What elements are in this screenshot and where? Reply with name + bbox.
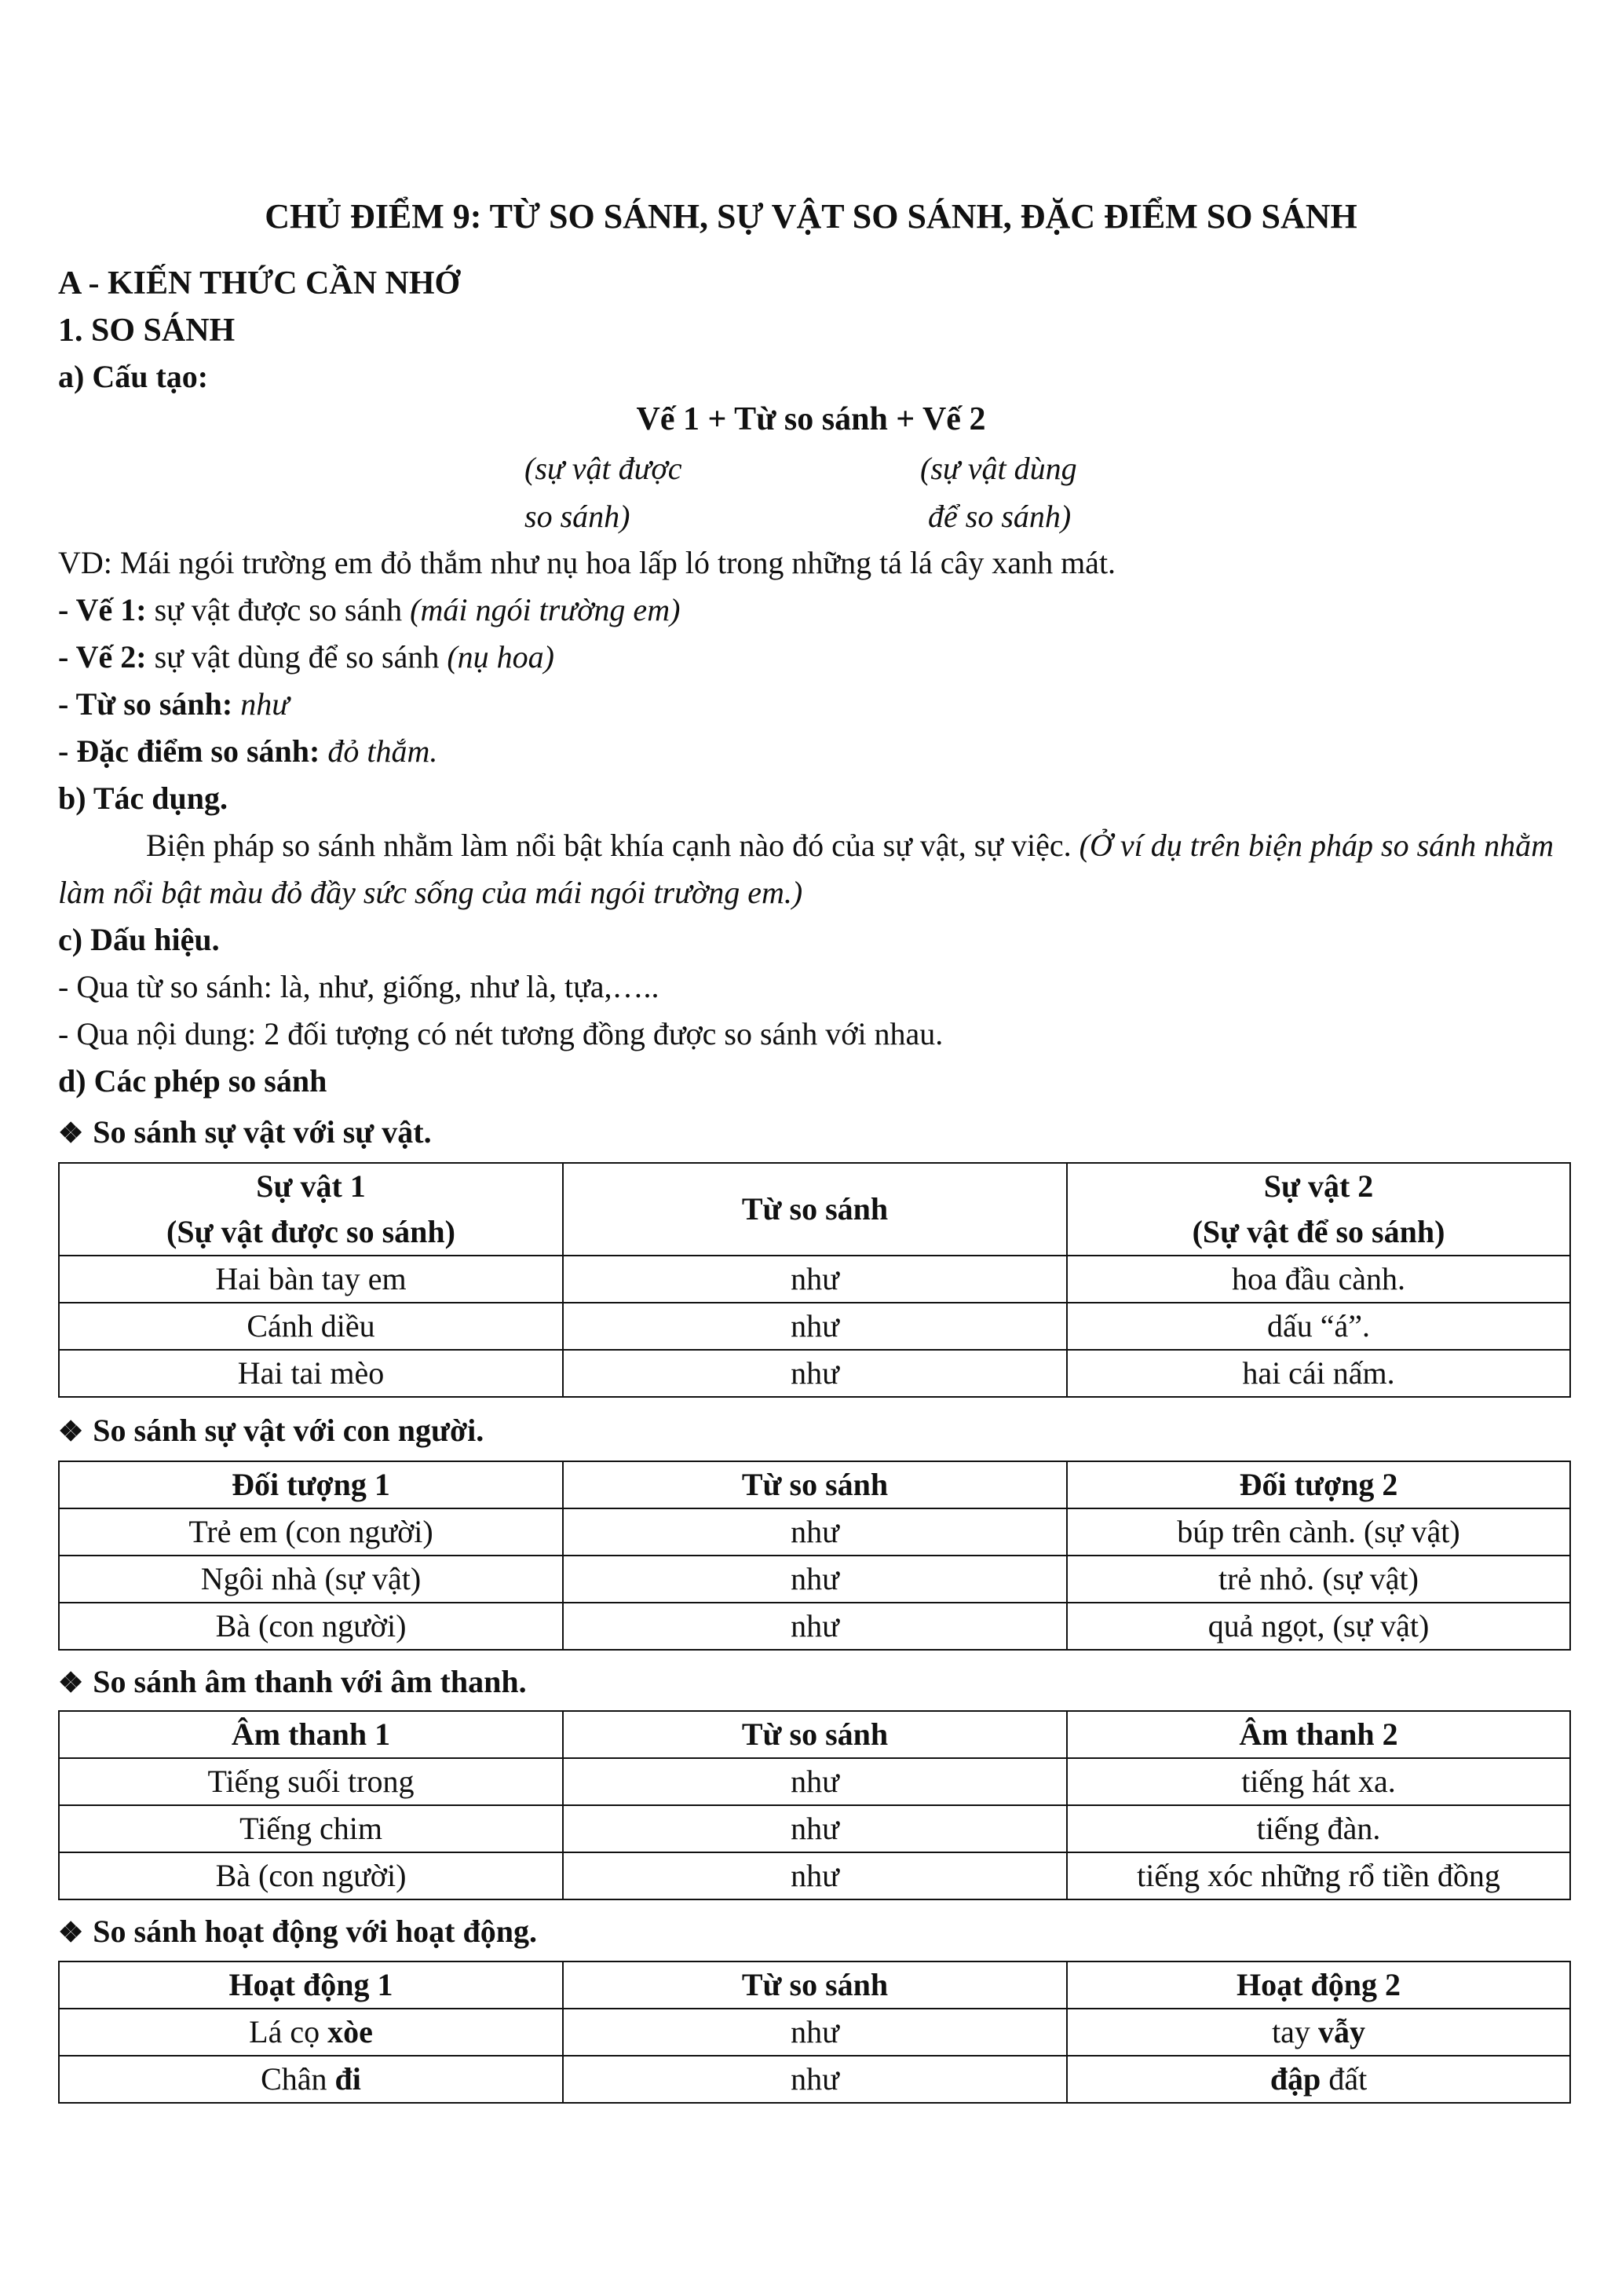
section-1-heading: 1. SO SÁNH xyxy=(58,313,236,349)
tu-so-sanh-label: - Từ so sánh: xyxy=(58,686,233,722)
table-cell: Ngôi nhà (sự vật) xyxy=(59,1556,563,1603)
table-header-row xyxy=(59,1961,1570,2009)
table3-heading-text: So sánh âm thanh với âm thanh. xyxy=(93,1664,527,1699)
table-cell: búp trên cành. (sự vật) xyxy=(1067,1508,1570,1556)
table-header-text: Sự vật 1 xyxy=(256,1168,366,1204)
table-row xyxy=(59,2009,1570,2056)
table-cell: Hai tai mèo xyxy=(59,1350,563,1397)
table-header-subtext: (Sự vật được so sánh) xyxy=(166,1214,455,1249)
dac-diem-italic: đỏ thắm. xyxy=(320,733,438,769)
cell-bold: đi xyxy=(334,2061,361,2097)
ve2-italic: (nụ hoa) xyxy=(447,639,554,675)
table-cell: như xyxy=(563,1350,1067,1397)
table-hoat-dong xyxy=(58,1961,1571,2104)
ve2-label: - Vế 2: xyxy=(58,639,147,675)
table-cell: Cánh diều xyxy=(59,1303,563,1350)
table-cell: hai cái nấm. xyxy=(1067,1350,1570,1397)
cell-bold: đập xyxy=(1269,2061,1321,2097)
sub-a-heading: a) Cấu tạo: xyxy=(58,359,209,394)
note-ve1 xyxy=(524,450,682,535)
table-cell xyxy=(59,2056,563,2103)
section-a-heading: A - KIẾN THỨC CẦN NHỚ xyxy=(58,265,461,302)
table-row xyxy=(59,1350,1570,1397)
cell-plain: tay xyxy=(1272,2014,1318,2049)
table-cell xyxy=(1067,2056,1570,2103)
note-ve2-line2: để so sánh) xyxy=(928,499,1072,534)
sub-b-heading: b) Tác dụng. xyxy=(58,781,228,816)
note-ve2-line1: (sự vật dùng xyxy=(920,451,1077,486)
note-ve1-line1: (sự vật được xyxy=(524,451,682,486)
table-row xyxy=(59,1603,1570,1650)
table-row xyxy=(59,1556,1570,1603)
table2-heading xyxy=(58,1412,484,1450)
table-header-row xyxy=(59,1163,1570,1256)
table-cell: như xyxy=(563,1556,1067,1603)
table-cell: như xyxy=(563,1603,1067,1650)
sub-c-heading: c) Dấu hiệu. xyxy=(58,922,220,957)
table-cell: tiếng hát xa. xyxy=(1067,1758,1570,1805)
tac-dung-text: Biện pháp so sánh nhằm làm nổi bật khía cạnh nào đó của sự vật, sự việc. xyxy=(146,828,1080,863)
table-cell: trẻ nhỏ. (sự vật) xyxy=(1067,1556,1570,1603)
ve1-italic: (mái ngói trường em) xyxy=(410,592,681,627)
table2-heading-text: So sánh sự vật với con người. xyxy=(93,1413,484,1448)
ve1-text: sự vật được so sánh xyxy=(146,592,411,627)
example-sentence: VD: Mái ngói trường em đỏ thắm như nụ hoa lấp ló trong những tá lá cây xanh mát. xyxy=(58,545,1116,580)
tu-so-sanh-italic: như xyxy=(232,686,290,722)
dac-diem-label: - Đặc điểm so sánh: xyxy=(58,733,320,769)
table-row xyxy=(59,1303,1570,1350)
table4-heading-text: So sánh hoạt động với hoạt động. xyxy=(93,1914,537,1949)
table-header-cell: Âm thanh 1 xyxy=(59,1711,563,1758)
diamond-bullet-icon: ❖ xyxy=(58,1117,84,1149)
table-header-cell: Hoạt động 2 xyxy=(1067,1961,1570,2009)
dau-hieu-1: - Qua từ so sánh: là, như, giống, như là, tựa,….. xyxy=(58,969,659,1004)
table-cell: như xyxy=(563,1508,1067,1556)
tac-dung-italic: (Ở ví dụ trên biện pháp so sánh nhằm làm nổi bật màu đỏ đầy sức sống của mái ngói trường em.) xyxy=(58,828,1554,910)
table1-heading-text: So sánh sự vật với sự vật. xyxy=(93,1114,432,1150)
table3-heading xyxy=(58,1663,527,1701)
table-cell: Bà (con người) xyxy=(59,1603,563,1650)
table-cell: như xyxy=(563,2009,1067,2056)
table-header-row xyxy=(59,1461,1570,1508)
tu-so-sanh-line xyxy=(58,686,289,723)
table-header-cell: Từ so sánh xyxy=(563,1461,1067,1508)
table-cell: tiếng đàn. xyxy=(1067,1805,1570,1852)
dac-diem-line xyxy=(58,733,437,770)
table-su-vat-con-nguoi xyxy=(58,1461,1571,1651)
table-header-cell: Hoạt động 1 xyxy=(59,1961,563,2009)
table-row xyxy=(59,1758,1570,1805)
table4-heading xyxy=(58,1913,537,1951)
table-cell: hoa đầu cành. xyxy=(1067,1256,1570,1303)
table-header-subtext: (Sự vật để so sánh) xyxy=(1192,1214,1445,1249)
table-header-cell: Từ so sánh xyxy=(563,1711,1067,1758)
table-cell: quả ngọt, (sự vật) xyxy=(1067,1603,1570,1650)
table-header-cell: Từ so sánh xyxy=(563,1163,1067,1256)
table-cell: như xyxy=(563,1805,1067,1852)
table-header-cell: Đối tượng 2 xyxy=(1067,1461,1570,1508)
table-row xyxy=(59,1805,1570,1852)
ve1-label: - Vế 1: xyxy=(58,592,147,627)
page-title: CHỦ ĐIỂM 9: TỪ SO SÁNH, SỰ VẬT SO SÁNH, ĐẶC ĐIỂM SO SÁNH xyxy=(265,197,1357,236)
note-ve2 xyxy=(920,450,1077,535)
table-cell xyxy=(1067,2009,1570,2056)
table-cell: như xyxy=(563,1256,1067,1303)
cell-plain: Chân xyxy=(261,2061,335,2097)
dau-hieu-2: - Qua nội dung: 2 đối tượng có nét tương đồng được so sánh với nhau. xyxy=(58,1016,944,1051)
table-cell: như xyxy=(563,1758,1067,1805)
cell-bold: vẫy xyxy=(1317,2014,1365,2049)
diamond-bullet-icon: ❖ xyxy=(58,1416,84,1447)
table-cell xyxy=(59,2009,563,2056)
table-cell: như xyxy=(563,2056,1067,2103)
ve2-text: sự vật dùng để so sánh xyxy=(146,639,448,675)
table-header-row xyxy=(59,1711,1570,1758)
diamond-bullet-icon: ❖ xyxy=(58,1667,84,1698)
table-cell: Hai bàn tay em xyxy=(59,1256,563,1303)
table-row xyxy=(59,1852,1570,1899)
table-row xyxy=(59,1508,1570,1556)
table-cell: như xyxy=(563,1852,1067,1899)
cell-plain: Lá cọ xyxy=(249,2014,328,2049)
table-cell: dấu “á”. xyxy=(1067,1303,1570,1350)
table1-heading xyxy=(58,1113,432,1151)
sub-d-heading: d) Các phép so sánh xyxy=(58,1063,327,1099)
cell-bold: xòe xyxy=(327,2014,373,2049)
table-su-vat-su-vat xyxy=(58,1162,1571,1398)
cell-plain: đất xyxy=(1321,2061,1368,2097)
table-cell: như xyxy=(563,1303,1067,1350)
table-cell: tiếng xóc những rổ tiền đồng xyxy=(1067,1852,1570,1899)
diamond-bullet-icon: ❖ xyxy=(58,1917,84,1948)
table-header-cell: Từ so sánh xyxy=(563,1961,1067,2009)
tac-dung-paragraph xyxy=(58,822,1565,916)
table-cell: Tiếng suối trong xyxy=(59,1758,563,1805)
table-header-text: Sự vật 2 xyxy=(1263,1168,1374,1204)
ve2-line xyxy=(58,638,554,676)
table-cell: Trẻ em (con người) xyxy=(59,1508,563,1556)
table-header-cell xyxy=(1067,1163,1570,1256)
table-header-cell: Âm thanh 2 xyxy=(1067,1711,1570,1758)
table-header-cell xyxy=(59,1163,563,1256)
table-header-cell: Đối tượng 1 xyxy=(59,1461,563,1508)
table-am-thanh xyxy=(58,1710,1571,1900)
table-row xyxy=(59,2056,1570,2103)
table-row xyxy=(59,1256,1570,1303)
ve1-line xyxy=(58,591,680,629)
table-cell: Bà (con người) xyxy=(59,1852,563,1899)
table-cell: Tiếng chim xyxy=(59,1805,563,1852)
note-ve1-line2: so sánh) xyxy=(524,499,630,534)
formula: Vế 1 + Từ so sánh + Vế 2 xyxy=(636,401,986,437)
